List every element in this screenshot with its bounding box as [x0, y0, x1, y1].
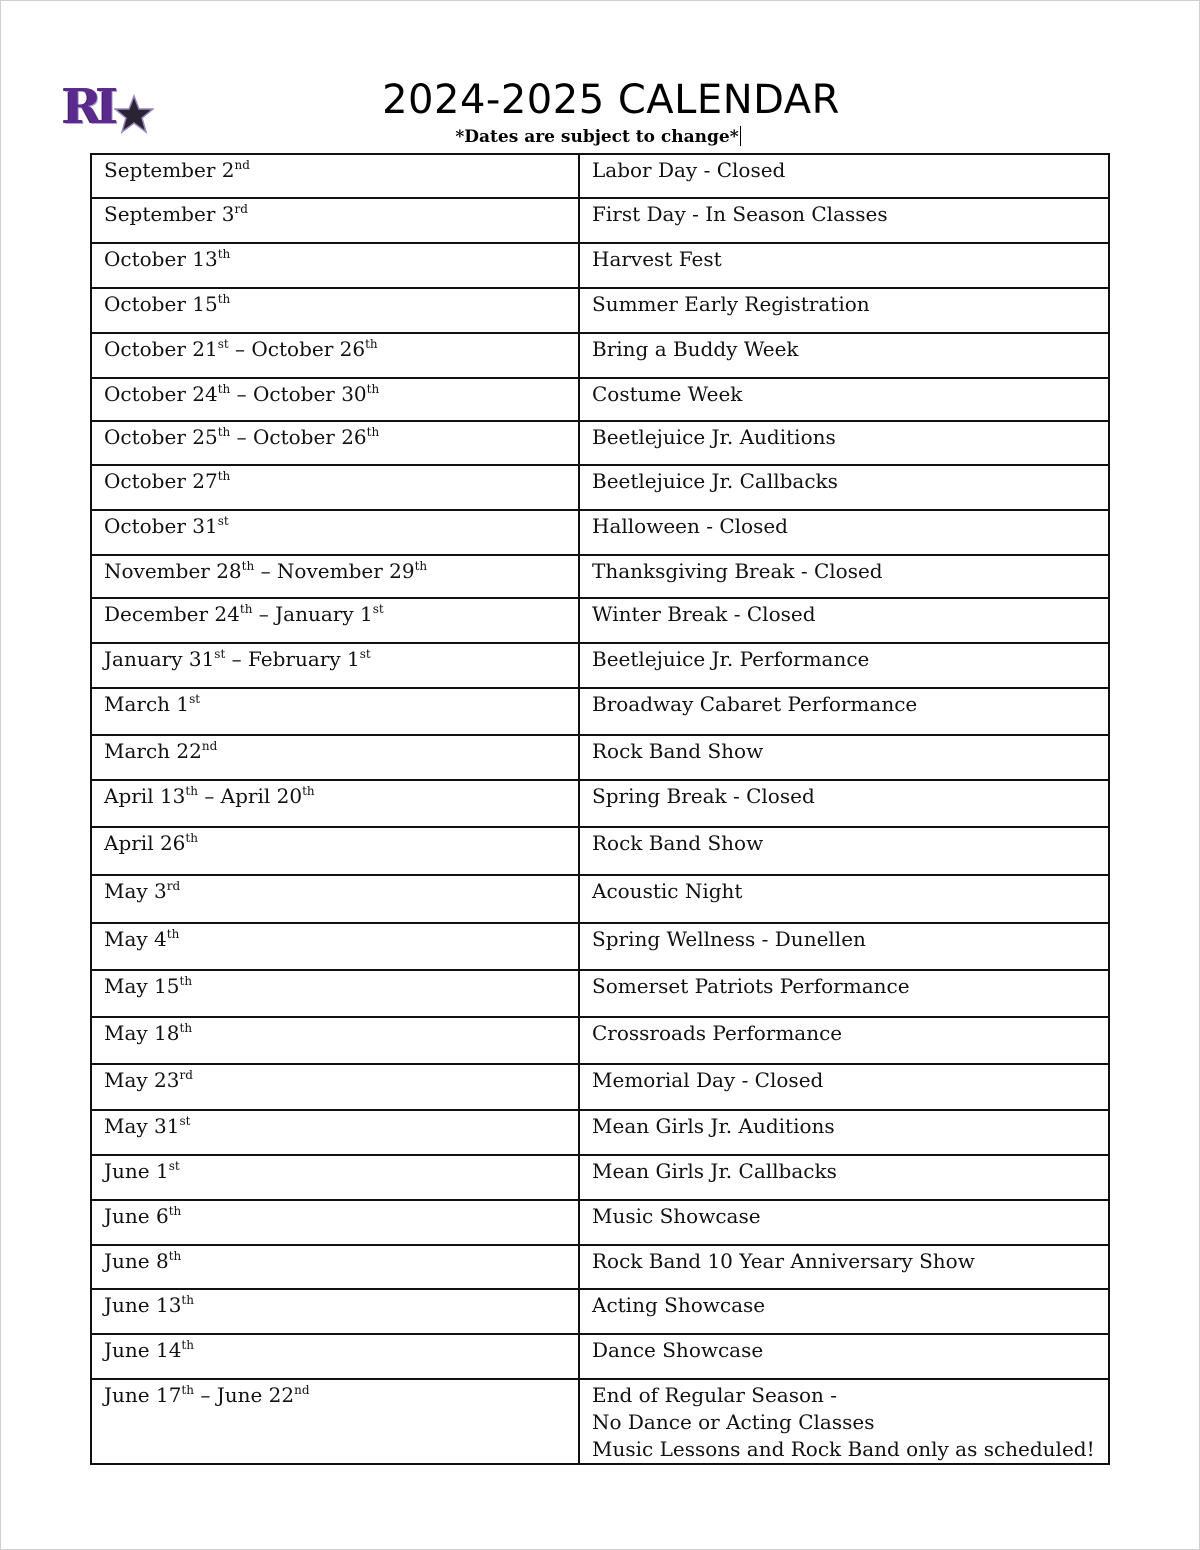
calendar-row: [91, 1110, 1109, 1155]
date-text: December 24: [104, 602, 240, 626]
date-text: May 3: [104, 879, 167, 903]
calendar-row: [91, 1064, 1109, 1110]
date-ordinal-suffix: th: [302, 784, 315, 798]
date-ordinal-suffix: th: [217, 247, 231, 261]
calendar-row: [91, 1017, 1109, 1064]
date-cell: [91, 1245, 579, 1289]
date-ordinal-suffix: rd: [166, 879, 181, 893]
date-ordinal-suffix: nd: [201, 739, 218, 753]
date-cell: [91, 378, 579, 421]
calendar-row: [91, 735, 1109, 780]
event-text: Thanksgiving Break - Closed: [592, 559, 883, 583]
calendar-row: [91, 465, 1109, 510]
date-cell: [91, 421, 579, 465]
date-text: October 31: [104, 514, 218, 538]
calendar-row: [91, 288, 1109, 333]
date-text: – February 1: [225, 647, 360, 671]
event-cell: [579, 643, 1109, 688]
date-text: June 6: [104, 1204, 169, 1228]
event-cell: [579, 243, 1109, 288]
event-text: Acting Showcase: [592, 1293, 766, 1317]
date-ordinal-suffix: th: [217, 425, 231, 439]
event-cell: [579, 598, 1109, 643]
event-text: Costume Week: [592, 382, 743, 406]
date-cell: [91, 923, 579, 970]
date-text: – June 22: [193, 1383, 295, 1407]
date-ordinal-suffix: st: [217, 514, 229, 528]
calendar-row: [91, 875, 1109, 923]
date-cell: [91, 154, 579, 198]
calendar-row: [91, 333, 1109, 378]
calendar-row: [91, 1245, 1109, 1289]
date-text: June 14: [104, 1338, 182, 1362]
event-cell: [579, 154, 1109, 198]
event-text: Beetlejuice Jr. Performance: [592, 647, 870, 671]
date-text: May 15: [104, 974, 180, 998]
date-text: January 31: [104, 647, 215, 671]
date-cell: [91, 288, 579, 333]
date-ordinal-suffix: st: [359, 647, 371, 661]
date-ordinal-suffix: st: [168, 1159, 180, 1173]
event-text: Memorial Day - Closed: [592, 1068, 824, 1092]
date-text: June 13: [104, 1293, 182, 1317]
event-text: Mean Girls Jr. Auditions: [592, 1114, 835, 1138]
date-ordinal-suffix: th: [181, 1383, 194, 1397]
event-text: Rock Band Show: [592, 831, 764, 855]
event-text: No Dance or Acting Classes: [592, 1410, 875, 1434]
date-text: November 28: [104, 559, 242, 583]
date-cell: [91, 1334, 579, 1379]
event-text: Rock Band 10 Year Anniversary Show: [592, 1249, 975, 1273]
date-ordinal-suffix: st: [217, 337, 229, 351]
event-text: Music Showcase: [592, 1204, 761, 1228]
date-text: – April 20: [197, 784, 303, 808]
date-cell: [91, 827, 579, 875]
date-ordinal-suffix: nd: [234, 158, 250, 172]
calendar-body: [91, 154, 1109, 1464]
subtitle-text: *Dates are subject to change*: [455, 127, 739, 147]
date-cell: [91, 333, 579, 378]
date-ordinal-suffix: th: [168, 1249, 182, 1263]
event-cell: [579, 555, 1109, 598]
event-cell: [579, 1200, 1109, 1245]
event-cell: [579, 378, 1109, 421]
event-text: Harvest Fest: [592, 247, 722, 271]
date-ordinal-suffix: th: [168, 1204, 182, 1218]
calendar-row: [91, 970, 1109, 1017]
calendar-row: [91, 378, 1109, 421]
event-cell: [579, 970, 1109, 1017]
date-text: June 8: [104, 1249, 169, 1273]
date-cell: [91, 1110, 579, 1155]
date-cell: [91, 735, 579, 780]
date-cell: [91, 1289, 579, 1334]
event-text: Beetlejuice Jr. Callbacks: [592, 469, 838, 493]
event-text: Mean Girls Jr. Callbacks: [592, 1159, 837, 1183]
date-text: October 27: [104, 469, 218, 493]
event-cell: [579, 1110, 1109, 1155]
calendar-row: [91, 1379, 1109, 1464]
date-text: March 22: [104, 739, 202, 763]
event-text: Spring Wellness - Dunellen: [592, 927, 866, 951]
date-text: – October 26: [230, 425, 367, 449]
date-text: May 18: [104, 1021, 180, 1045]
date-text: October 24: [104, 382, 218, 406]
calendar-row: [91, 154, 1109, 198]
event-cell: [579, 780, 1109, 827]
calendar-row: [91, 555, 1109, 598]
date-ordinal-suffix: th: [217, 469, 231, 483]
date-ordinal-suffix: th: [181, 1338, 194, 1352]
date-text: May 23: [104, 1068, 180, 1092]
calendar-row: [91, 1155, 1109, 1200]
date-ordinal-suffix: th: [366, 425, 380, 439]
event-text: Bring a Buddy Week: [592, 337, 799, 361]
date-ordinal-suffix: th: [217, 292, 231, 306]
event-text: Broadway Cabaret Performance: [592, 692, 918, 716]
date-text: September 2: [104, 158, 235, 182]
event-text: Dance Showcase: [592, 1338, 764, 1362]
date-cell: [91, 1155, 579, 1200]
calendar-row: [91, 510, 1109, 555]
event-cell: [579, 333, 1109, 378]
date-text: September 3: [104, 202, 235, 226]
logo-text: RI: [62, 79, 113, 135]
date-text: March 1: [104, 692, 190, 716]
date-text: April 13: [104, 784, 186, 808]
event-text: Halloween - Closed: [592, 514, 788, 538]
event-text: End of Regular Season -: [592, 1383, 838, 1407]
date-text: May 31: [104, 1114, 180, 1138]
event-text: Summer Early Registration: [592, 292, 870, 316]
date-text: October 21: [104, 337, 218, 361]
date-ordinal-suffix: rd: [234, 202, 248, 216]
date-ordinal-suffix: nd: [294, 1383, 310, 1397]
event-cell: [579, 421, 1109, 465]
date-text: – January 1: [252, 602, 373, 626]
event-text: Crossroads Performance: [592, 1021, 843, 1045]
date-text: April 26: [104, 831, 186, 855]
event-text: Acoustic Night: [592, 879, 743, 903]
event-text: First Day - In Season Classes: [592, 202, 888, 226]
date-ordinal-suffix: th: [166, 927, 180, 941]
event-text: Labor Day - Closed: [592, 158, 786, 182]
date-ordinal-suffix: st: [189, 692, 201, 706]
event-cell: [579, 1245, 1109, 1289]
date-cell: [91, 643, 579, 688]
event-cell: [579, 1334, 1109, 1379]
date-ordinal-suffix: th: [241, 559, 255, 573]
date-cell: [91, 198, 579, 243]
event-cell: [579, 688, 1109, 735]
date-cell: [91, 243, 579, 288]
event-text: Winter Break - Closed: [592, 602, 816, 626]
event-text: Rock Band Show: [592, 739, 764, 763]
date-text: – November 29: [254, 559, 415, 583]
date-ordinal-suffix: th: [185, 784, 198, 798]
event-cell: [579, 735, 1109, 780]
date-ordinal-suffix: rd: [179, 1068, 193, 1082]
calendar-row: [91, 1334, 1109, 1379]
date-text: May 4: [104, 927, 167, 951]
event-cell: [579, 1379, 1109, 1464]
event-cell: [579, 198, 1109, 243]
event-cell: [579, 1155, 1109, 1200]
date-ordinal-suffix: st: [214, 647, 226, 661]
date-ordinal-suffix: th: [366, 382, 380, 396]
event-cell: [579, 827, 1109, 875]
date-ordinal-suffix: th: [414, 559, 428, 573]
calendar-row: [91, 421, 1109, 465]
date-ordinal-suffix: th: [181, 1293, 194, 1307]
date-text: October 25: [104, 425, 218, 449]
calendar-row: [91, 243, 1109, 288]
date-cell: [91, 555, 579, 598]
calendar-row: [91, 688, 1109, 735]
calendar-table: [90, 153, 1110, 1465]
event-cell: [579, 1064, 1109, 1110]
event-cell: [579, 288, 1109, 333]
date-ordinal-suffix: th: [179, 1021, 193, 1035]
event-cell: [579, 510, 1109, 555]
date-cell: [91, 688, 579, 735]
date-cell: [91, 875, 579, 923]
calendar-row: [91, 598, 1109, 643]
date-ordinal-suffix: th: [185, 831, 198, 845]
event-text: Spring Break - Closed: [592, 784, 815, 808]
date-text: October 15: [104, 292, 218, 316]
event-cell: [579, 1289, 1109, 1334]
page-subtitle: [0, 126, 1196, 148]
event-text: Beetlejuice Jr. Auditions: [592, 425, 836, 449]
date-ordinal-suffix: st: [372, 602, 384, 616]
date-cell: [91, 510, 579, 555]
page-title: 2024-2025 CALENDAR: [382, 77, 840, 123]
calendar-row: [91, 827, 1109, 875]
event-cell: [579, 875, 1109, 923]
calendar-row: [91, 1200, 1109, 1245]
date-cell: [91, 1200, 579, 1245]
event-cell: [579, 465, 1109, 510]
calendar-row: [91, 1289, 1109, 1334]
date-ordinal-suffix: th: [365, 337, 378, 351]
date-cell: [91, 465, 579, 510]
event-text: Somerset Patriots Performance: [592, 974, 910, 998]
date-text: – October 26: [228, 337, 366, 361]
date-cell: [91, 598, 579, 643]
date-text: – October 30: [230, 382, 367, 406]
date-cell: [91, 1064, 579, 1110]
date-text: June 1: [104, 1159, 169, 1183]
calendar-row: [91, 780, 1109, 827]
date-text: June 17: [104, 1383, 182, 1407]
calendar-row: [91, 923, 1109, 970]
event-cell: [579, 923, 1109, 970]
date-ordinal-suffix: th: [239, 602, 253, 616]
date-cell: [91, 970, 579, 1017]
date-ordinal-suffix: th: [179, 974, 193, 988]
date-cell: [91, 1379, 579, 1464]
event-text: Music Lessons and Rock Band only as scheduled!: [592, 1437, 1095, 1461]
date-ordinal-suffix: st: [179, 1114, 191, 1128]
event-cell: [579, 1017, 1109, 1064]
date-text: October 13: [104, 247, 218, 271]
date-cell: [91, 1017, 579, 1064]
date-ordinal-suffix: th: [217, 382, 231, 396]
text-cursor: [740, 126, 741, 146]
calendar-row: [91, 643, 1109, 688]
calendar-row: [91, 198, 1109, 243]
date-cell: [91, 780, 579, 827]
